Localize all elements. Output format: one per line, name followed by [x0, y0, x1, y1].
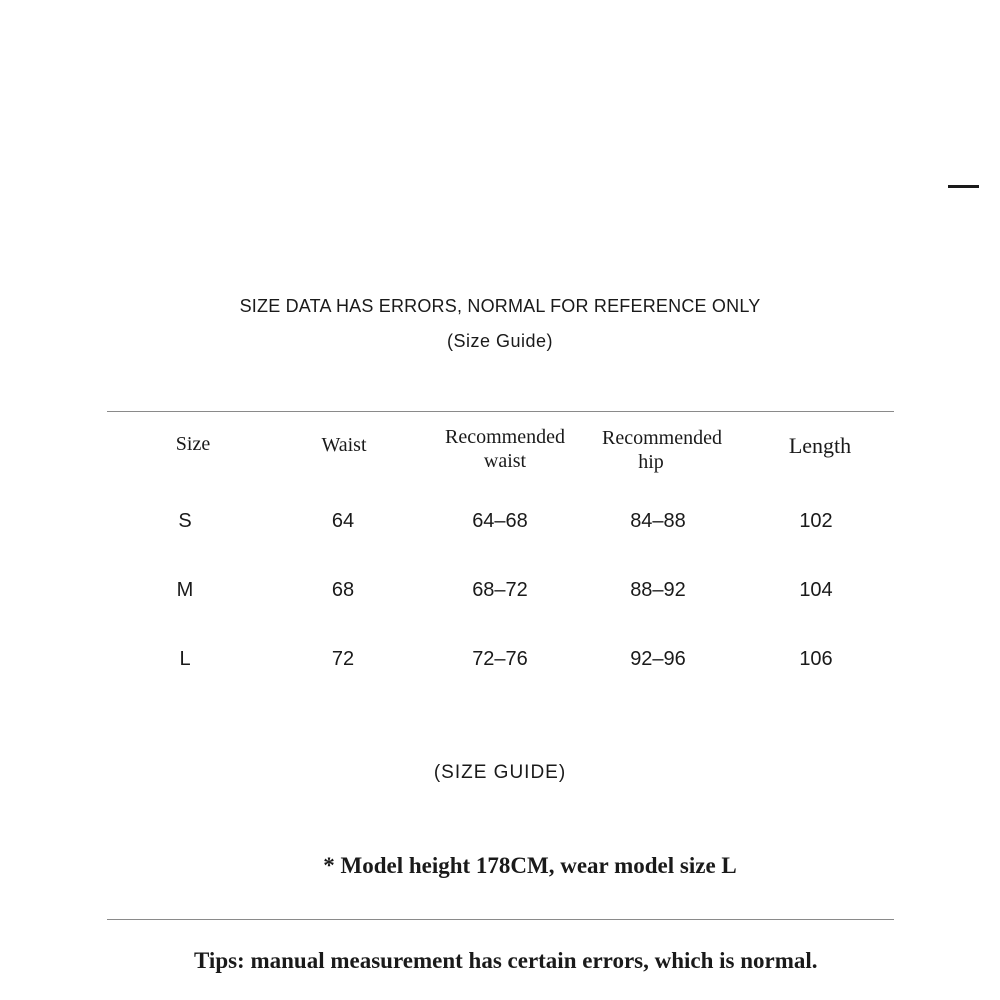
- cell-waist: 72: [331, 648, 355, 670]
- cell-size: S: [178, 510, 192, 532]
- cell-recommended-waist: 68–72: [472, 579, 528, 601]
- cell-recommended-hip: 92–96: [630, 648, 686, 670]
- cell-recommended-hip: 88–92: [630, 579, 686, 601]
- minus-icon: [948, 185, 979, 188]
- cell-size: L: [179, 648, 191, 670]
- table-bottom-divider: [107, 919, 894, 920]
- header-size: Size: [175, 433, 211, 455]
- cell-recommended-waist: 72–76: [472, 648, 528, 670]
- model-note: * Model height 178CM, wear model size L: [323, 853, 737, 878]
- cell-recommended-hip: 84–88: [630, 510, 686, 532]
- disclaimer-heading: SIZE DATA HAS ERRORS, NORMAL FOR REFERENCE ONLY: [239, 296, 761, 316]
- header-recommended-hip: [572, 426, 752, 474]
- size-guide-subtitle: (Size Guide): [446, 331, 554, 351]
- cell-waist: 68: [331, 579, 355, 601]
- cell-recommended-waist: 64–68: [472, 510, 528, 532]
- cell-waist: 64: [331, 510, 355, 532]
- header-recommended-waist: [415, 425, 595, 473]
- header-length: Length: [788, 433, 852, 458]
- header-waist: Waist: [321, 434, 367, 456]
- cell-length: 104: [799, 579, 833, 601]
- header-recommended-waist-line2: waist: [483, 450, 527, 472]
- cell-length: 102: [799, 510, 833, 532]
- size-guide-footer-title: (SIZE GUIDE): [433, 762, 567, 783]
- header-recommended-hip-line1: Recommended: [602, 427, 722, 449]
- header-recommended-hip-line2: hip: [638, 451, 664, 473]
- measurement-tips: Tips: manual measurement has certain errors, which is normal.: [194, 948, 818, 973]
- cell-length: 106: [799, 648, 833, 670]
- cell-size: M: [176, 579, 194, 601]
- table-top-divider: [107, 411, 894, 412]
- header-recommended-waist-line1: Recommended: [445, 426, 565, 448]
